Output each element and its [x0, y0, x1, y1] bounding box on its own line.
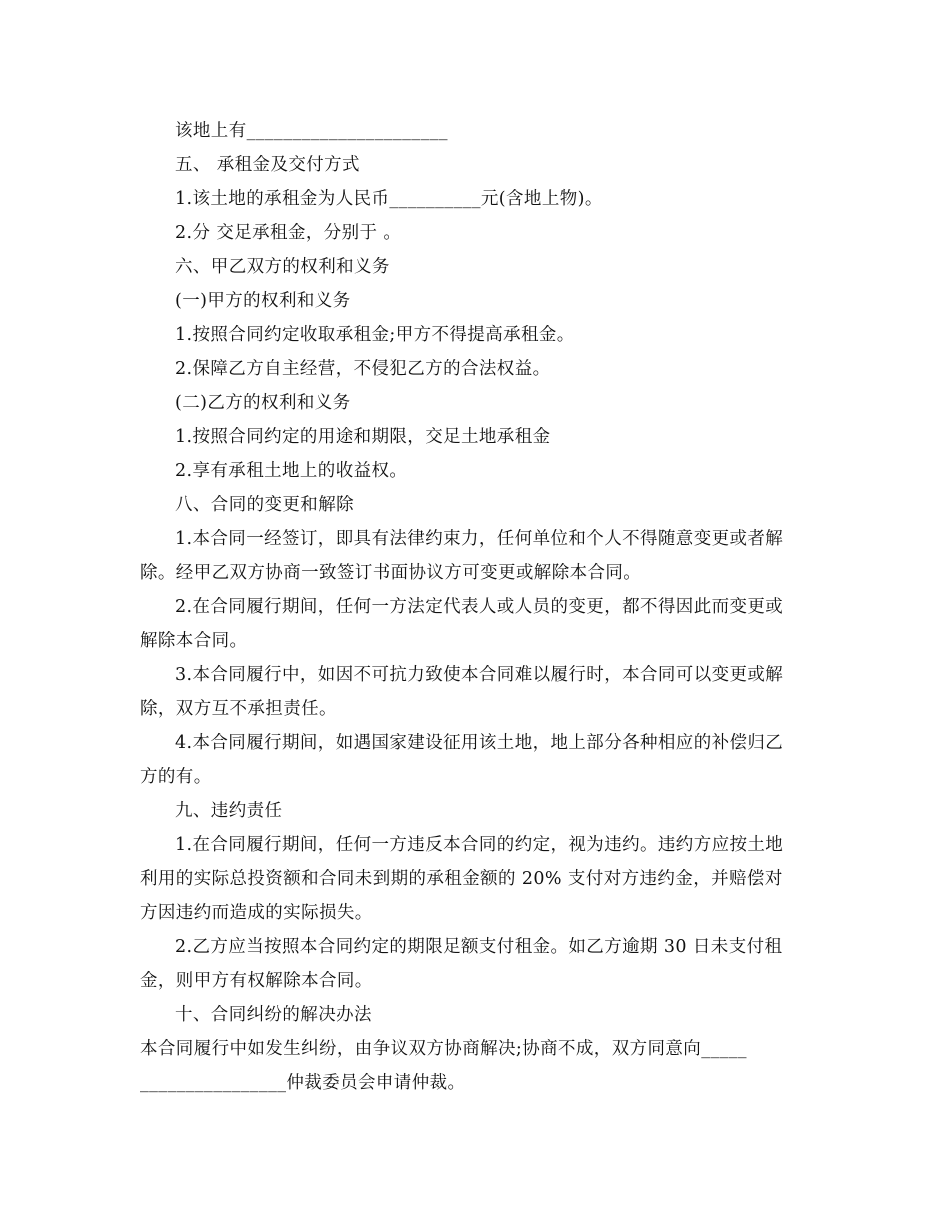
s9-item-1-line-1: 1.在合同履行期间，任何一方违反本合同的约定，视为违约。违约方应按土地 [175, 835, 784, 855]
s8-item-1-line-1: 1.本合同一经签订，即具有法律约束力，任何单位和个人不得随意变更或者解 [175, 529, 784, 549]
s8-item-3-line-2: 除，双方互不承担责任。 [140, 699, 337, 719]
land-items-line [140, 114, 812, 148]
section-9-heading: 九、违约责任 [175, 801, 283, 821]
fill-blank: ______________________ [246, 121, 448, 141]
s8-item-4-line-2: 方的有。 [140, 767, 212, 787]
line-text: 1.该土地的承租金为人民币 [175, 189, 390, 209]
payment-installments-line: 2.分 交足承租金，分别于 。 [175, 223, 402, 243]
fill-blank: ________________ [140, 1073, 287, 1093]
rent-amount-line [140, 182, 812, 216]
s8-item-3-line-1: 3.本合同履行中，如因不可抗力致使本合同难以履行时，本合同可以变更或解 [175, 665, 784, 685]
s9-item-1-line-2: 利用的实际总投资额和合同未到期的承租金额的 20% 支付对方违约金，并赔偿对 [140, 869, 783, 889]
line-text: 仲裁委员会申请仲裁。 [286, 1073, 466, 1093]
section-10-heading: 十、合同纠纷的解决办法 [175, 1005, 372, 1025]
fill-blank: _____ [701, 1039, 747, 1059]
fill-blank: __________ [389, 189, 481, 209]
section-8-heading: 八、合同的变更和解除 [175, 495, 354, 515]
party-a-heading: (一)甲方的权利和义务 [175, 291, 351, 311]
section-5-heading: 五、 承租金及交付方式 [175, 155, 360, 175]
party-b-item-1: 1.按照合同约定的用途和期限，交足土地承租金 [175, 427, 551, 447]
s9-item-2-line-2: 金，则甲方有权解除本合同。 [140, 971, 373, 991]
s8-item-1-line-2: 除。经甲乙双方协商一致签订书面协议方可变更或解除本合同。 [140, 563, 642, 583]
s8-item-2-line-1: 2.在合同履行期间，任何一方法定代表人或人员的变更，都不得因此而变更或 [175, 597, 784, 617]
line-text: 元(含地上物)。 [480, 189, 603, 209]
line-text: 该地上有 [175, 121, 247, 141]
party-b-item-2: 2.享有承租土地上的收益权。 [175, 461, 408, 481]
s8-item-2-line-2: 解除本合同。 [140, 631, 248, 651]
party-b-heading: (二)乙方的权利和义务 [175, 393, 351, 413]
s10-line-1 [140, 1032, 812, 1066]
s9-item-2-line-1: 2.乙方应当按照本合同约定的期限足额支付租金。如乙方逾期 30 日未支付租 [175, 937, 783, 957]
party-a-item-2: 2.保障乙方自主经营，不侵犯乙方的合法权益。 [175, 359, 551, 379]
s9-item-1-line-3: 方因违约而造成的实际损失。 [140, 903, 373, 923]
section-6-heading: 六、甲乙双方的权利和义务 [175, 257, 390, 277]
party-a-item-1: 1.按照合同约定收取承租金;甲方不得提高承租金。 [175, 325, 575, 345]
contract-body [140, 114, 812, 1100]
line-text: 本合同履行中如发生纠纷，由争议双方协商解决;协商不成，双方同意向 [140, 1039, 702, 1059]
s10-line-2 [140, 1066, 812, 1100]
s8-item-4-line-1: 4.本合同履行期间，如遇国家建设征用该土地，地上部分各种相应的补偿归乙 [175, 733, 784, 753]
